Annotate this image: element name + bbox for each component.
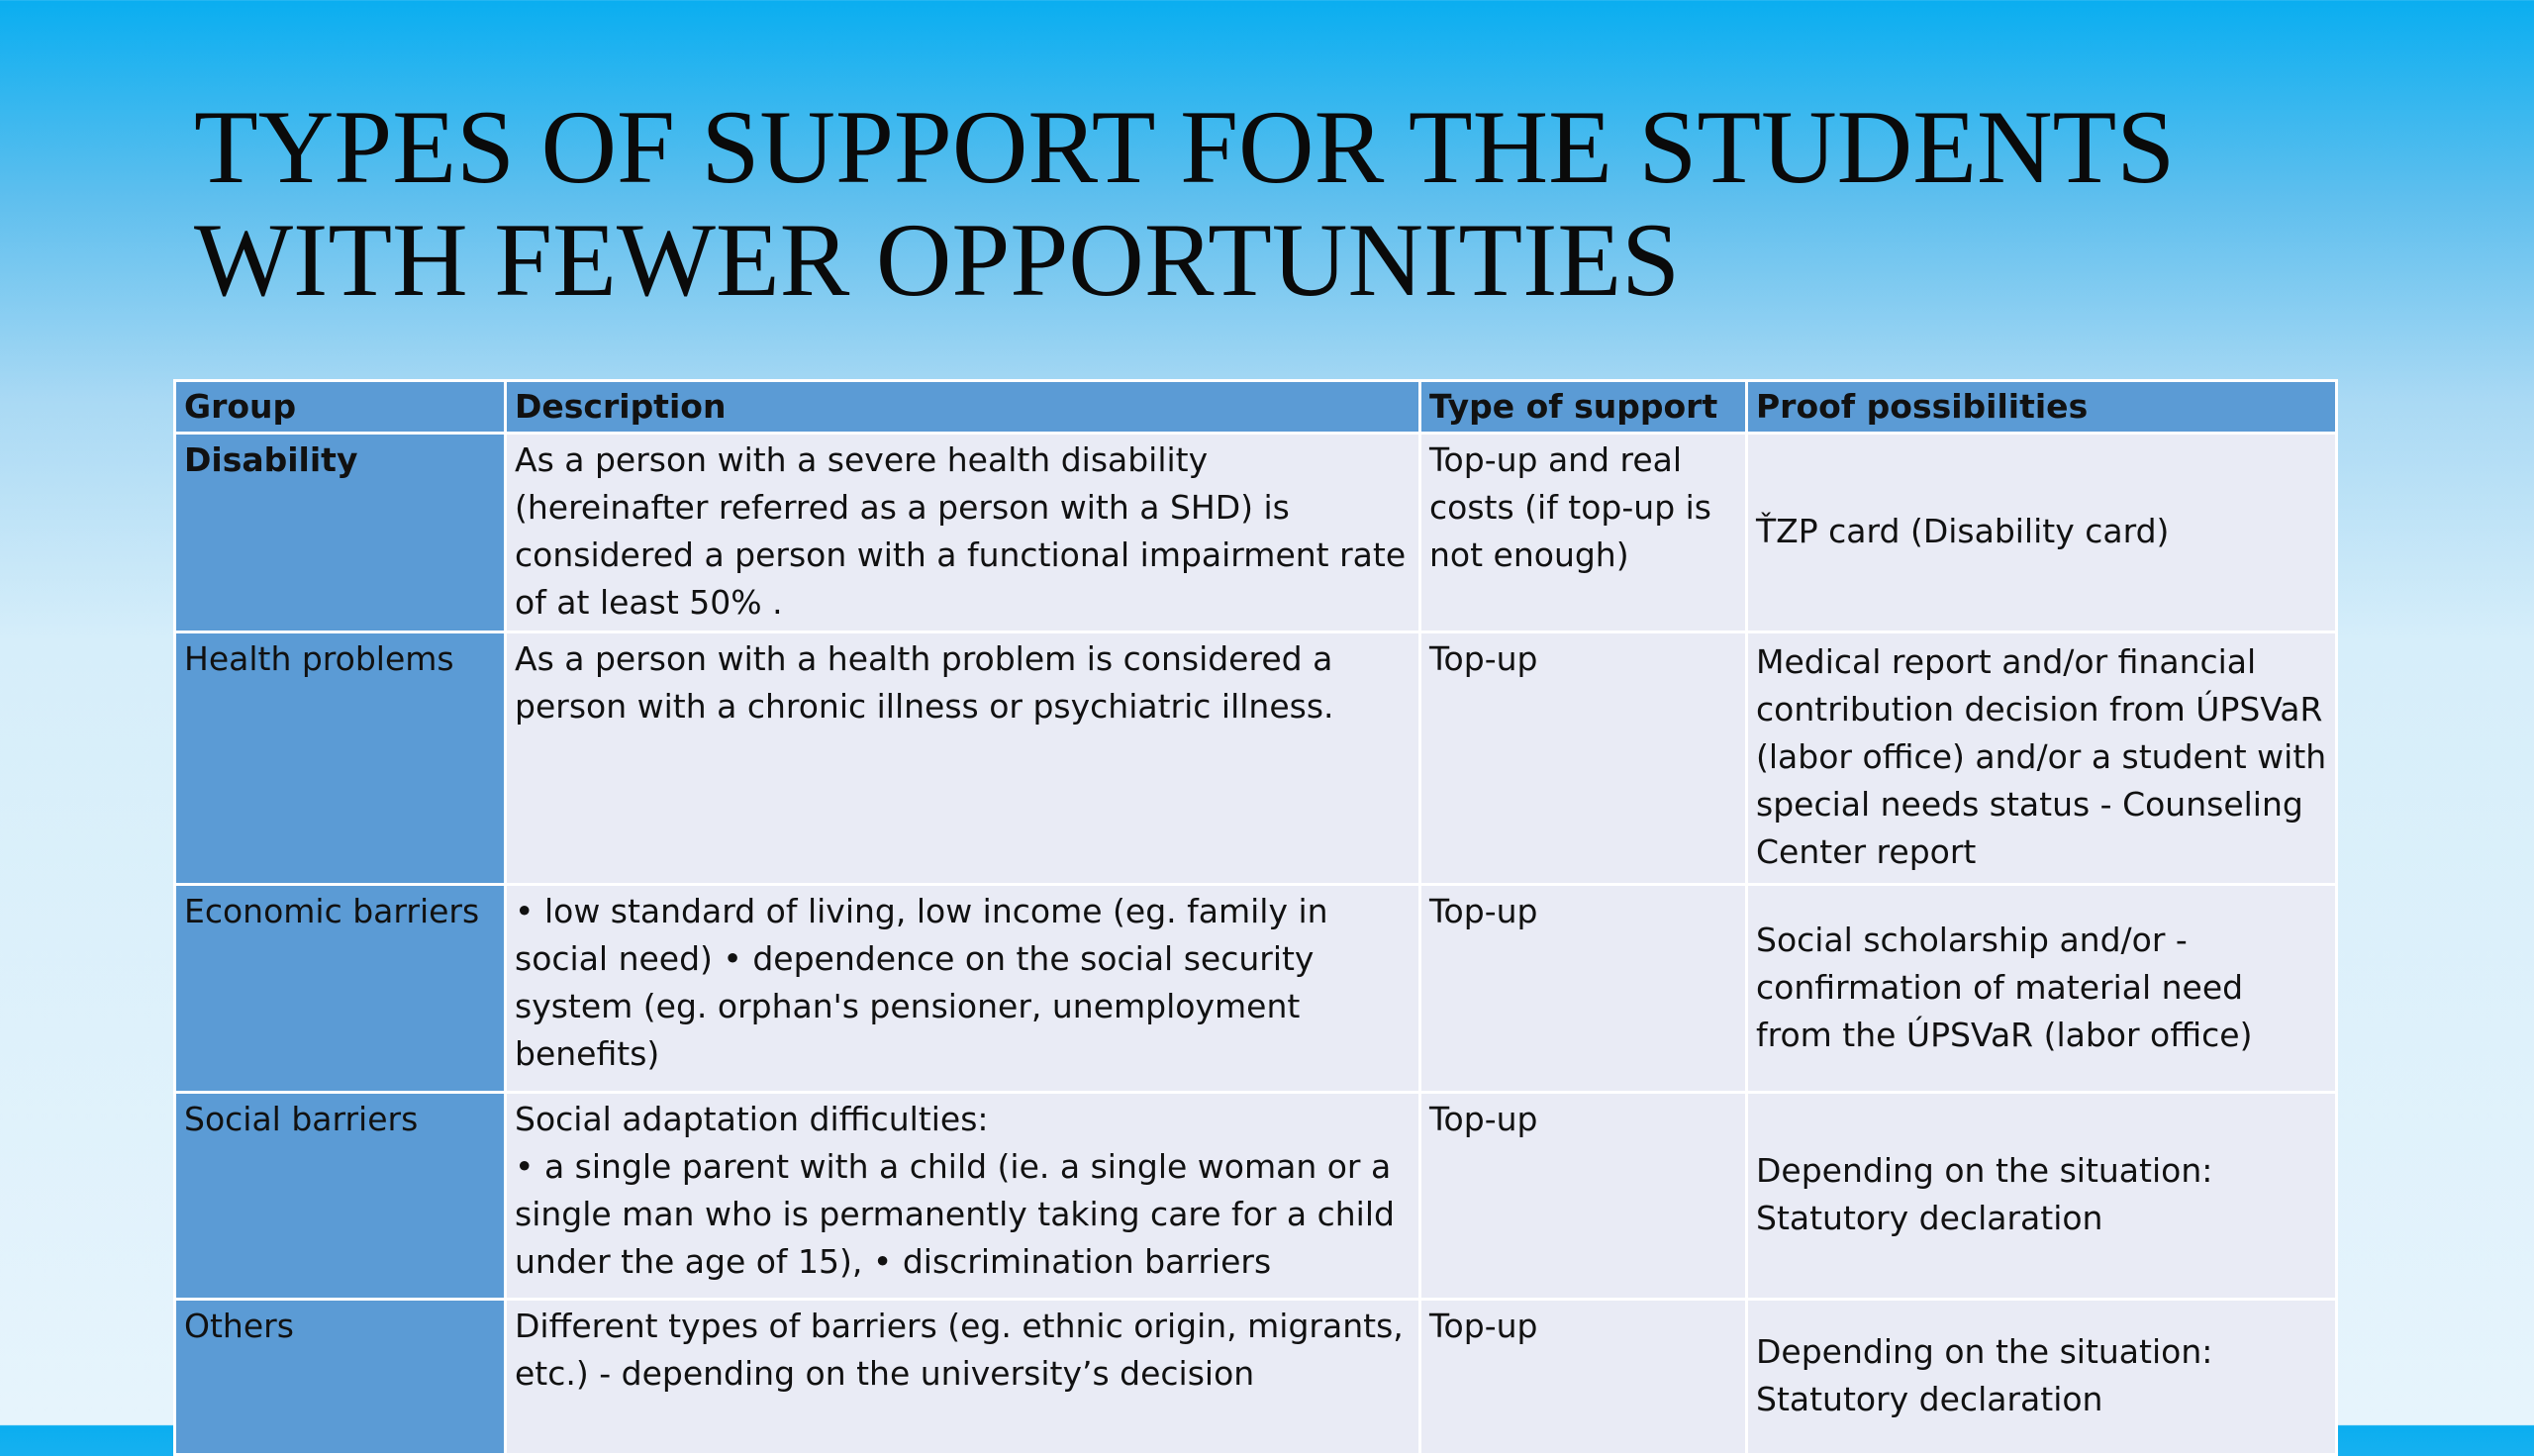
slide-title-line-1: TYPES OF SUPPORT FOR THE STUDENTS: [194, 89, 2176, 205]
support-cell: Top-up: [1420, 885, 1747, 1093]
group-cell: Others: [175, 1300, 506, 1455]
support-cell: Top-up: [1420, 1093, 1747, 1300]
table-row: [175, 1093, 2337, 1300]
proof-cell: ŤZP card (Disability card): [1747, 434, 2337, 632]
header-description: Description: [506, 381, 1420, 434]
table-header-row: [175, 381, 2337, 434]
table-row: [175, 632, 2337, 885]
description-line: Social adaptation difficulties:: [515, 1100, 989, 1138]
proof-cell: Depending on the situation: Statutory declaration: [1747, 1300, 2337, 1455]
support-cell: Top-up and real costs (if top-up is not enough): [1420, 434, 1747, 632]
group-cell: Social barriers: [175, 1093, 506, 1300]
slide-title-line-2: WITH FEWER OPPORTUNITIES: [194, 202, 1681, 318]
table-row: [175, 434, 2337, 632]
proof-cell: Social scholarship and/or - confirmation of material need from the ÚPSVaR (labor office): [1747, 885, 2337, 1093]
proof-cell: Medical report and/or financial contribution decision from ÚPSVaR (labor office) and/or a student with special needs status - Counseling Center report: [1747, 632, 2337, 885]
group-cell: Disability: [175, 434, 506, 632]
description-cell: • low standard of living, low income (eg. family in social need) • dependence on the social security system (eg. orphan's pensioner, unemployment benefits): [506, 885, 1420, 1093]
support-cell: Top-up: [1420, 632, 1747, 885]
support-cell: Top-up: [1420, 1300, 1747, 1455]
proof-cell: Depending on the situation: Statutory declaration: [1747, 1093, 2337, 1300]
description-cell: Different types of barriers (eg. ethnic origin, migrants, etc.) - depending on the university’s decision: [506, 1300, 1420, 1455]
header-type-of-support: Type of support: [1420, 381, 1747, 434]
description-cell: As a person with a severe health disability (hereinafter referred as a person with a SHD) is considered a person with a functional impairment rate of at least 50% .: [506, 434, 1420, 632]
description-cell: [506, 1093, 1420, 1300]
table-row: [175, 885, 2337, 1093]
table-row: [175, 1300, 2337, 1455]
group-cell: Economic barriers: [175, 885, 506, 1093]
support-types-table: [173, 379, 2338, 1456]
description-cell: As a person with a health problem is considered a person with a chronic illness or psychiatric illness.: [506, 632, 1420, 885]
group-cell: Health problems: [175, 632, 506, 885]
header-proof-possibilities: Proof possibilities: [1747, 381, 2337, 434]
description-line: • a single parent with a child (ie. a single woman or a single man who is permanently taking care for a child under the age of 15), • discrimination barriers: [515, 1147, 1395, 1281]
header-group: Group: [175, 381, 506, 434]
slide-title: [194, 91, 2175, 317]
